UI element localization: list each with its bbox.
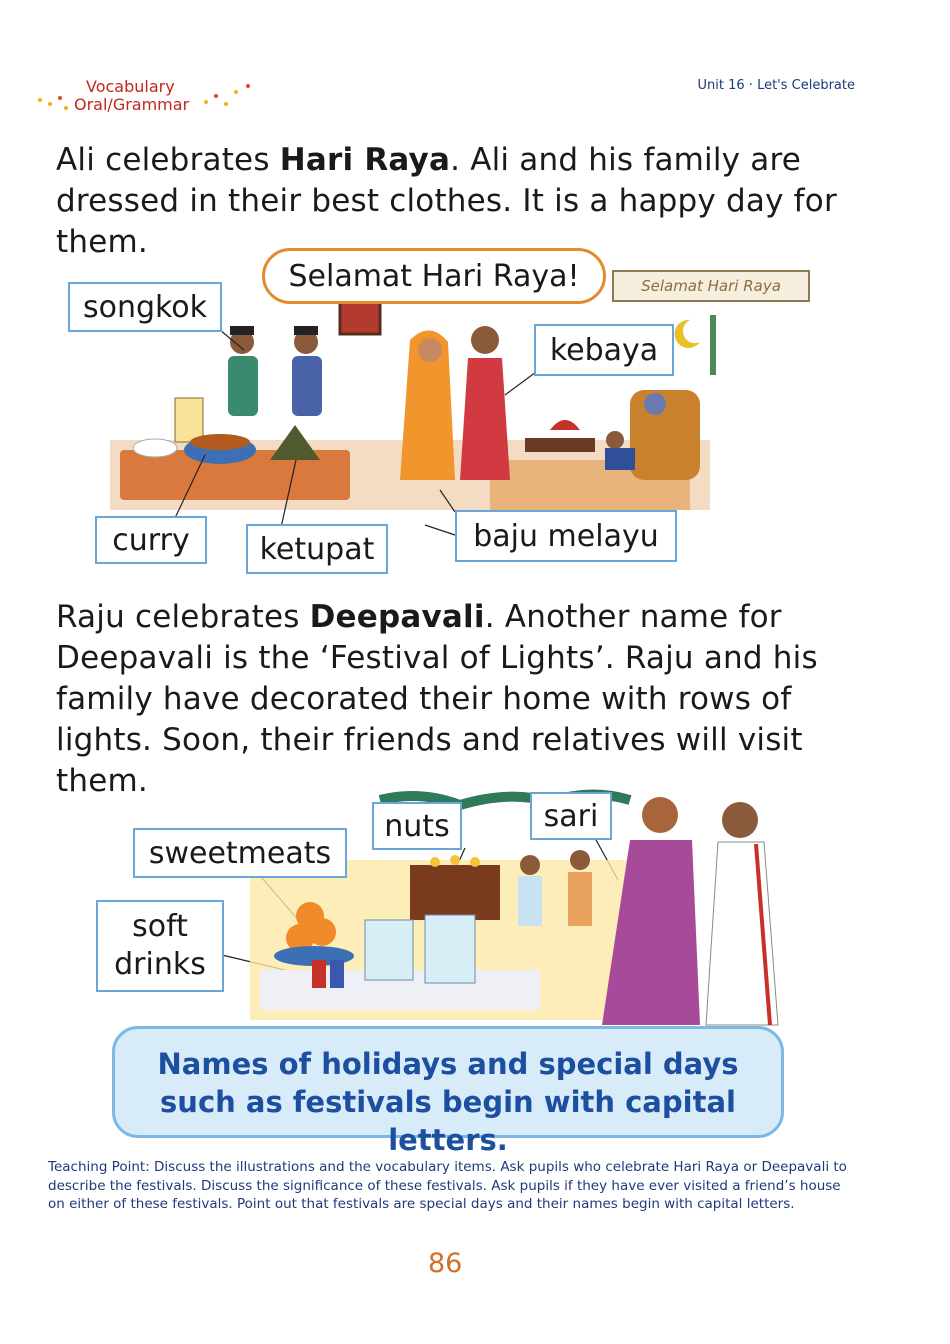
deepavali-paragraph [56,597,876,802]
label-sweetmeats: sweetmeats [133,828,347,878]
speech-bubble-text: Selamat Hari Raya! [288,258,580,294]
soft-drink-can-1 [312,960,326,988]
oil-lamp-2 [450,855,460,865]
soft-drink-can-2 [330,960,344,988]
label-soft-drinks-line1: soft [132,909,188,944]
label-kebaya: kebaya [534,324,674,376]
cookie-jar-1 [365,920,413,980]
boy2-head [570,850,590,870]
cookie-jar-2 [425,915,475,983]
boy1-body [518,876,542,926]
grammar-rule-box [112,1026,784,1157]
section-label-vocabulary: Vocabulary [86,77,175,96]
speech-bubble [262,248,606,304]
festival-name-deepavali: Deepavali [309,599,485,635]
label-nuts: nuts [372,802,462,850]
rule-line2: such as festivals begin with capital letters. [160,1085,736,1157]
label-soft-drinks-line2: drinks [114,947,206,982]
festival-name-hari-raya: Hari Raya [279,142,451,178]
man-head [722,802,758,838]
teaching-point: Teaching Point: Discuss the illustrations and the vocabulary items. Ask pupils who celebrate Hari Raya or Deepavali to describe the festivals. Discuss the significance of these festivals. Ask pupils if they have ever visited a friend’s house on either of these festivals. Point out that festivals are special days and their names begin with capital letters. [48,1159,847,1212]
label-songkok: songkok [68,282,222,332]
boy2-body [568,872,592,926]
label-ketupat: ketupat [246,524,388,574]
para2-intro: Raju celebrates [56,599,310,635]
section-label-oral-grammar: Oral/Grammar [74,95,190,114]
label-baju-melayu: baju melayu [455,510,677,562]
rule-line1: Names of holidays and special days [157,1047,739,1081]
deepavali-illustration [230,780,790,1030]
boy1-head [520,855,540,875]
sweetmeat-3 [296,902,324,930]
unit-title: Unit 16 · Let's Celebrate [697,78,855,93]
selamat-hari-raya-banner: Selamat Hari Raya [612,270,810,302]
oil-lamp-3 [470,857,480,867]
label-soft-drinks [96,900,224,992]
para1-intro: Ali celebrates [56,142,280,178]
label-curry: curry [95,516,207,564]
para2-body: . Another name for Deepavali is the ‘Festival of Lights’. Raju and his family have decorated their home with rows of lights. Soon, their friends and relatives will visit them. [56,599,818,799]
label-sari: sari [530,792,612,840]
page-number: 86 [428,1248,463,1279]
woman-head [642,797,678,833]
para1-body: . Ali and his family are dressed in their best clothes. It is a happy day for them. [56,142,837,260]
wooden-cabinet [410,865,500,920]
oil-lamp-1 [430,857,440,867]
